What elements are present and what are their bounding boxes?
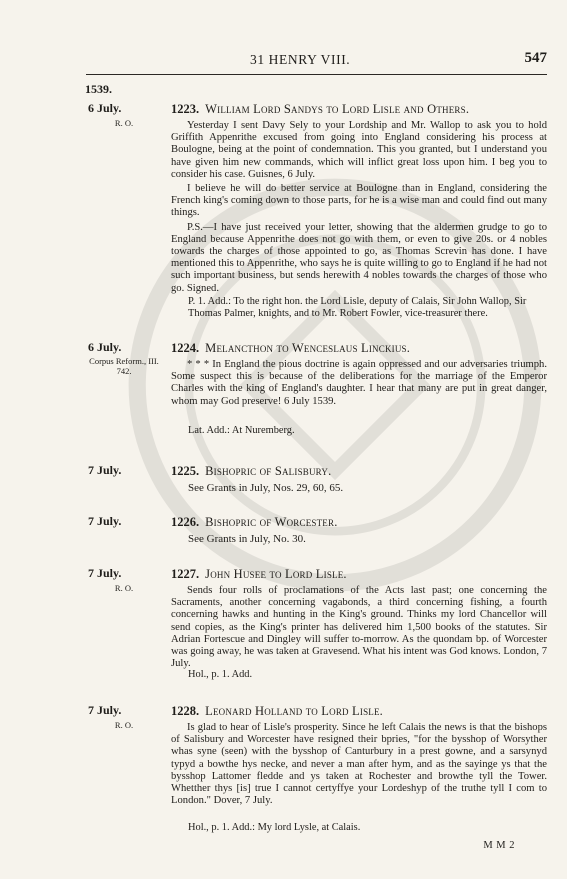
entry-heading — [171, 102, 551, 116]
running-title: 31 HENRY VIII. — [250, 52, 351, 67]
entry-number: 1225. — [171, 464, 200, 478]
entry-number: 1228. — [171, 704, 200, 718]
entry-source: Corpus Reform., III. 742. — [89, 356, 159, 376]
entry-source: R. O. — [114, 118, 134, 128]
entry-address: P. 1. Add.: To the right hon. the Lord Lisle, deputy of Calais, Sir John Wallop, Sir Thomas Palmer, knights, and to Mr. Robert Fowler, vice-treasurer there. — [188, 296, 527, 320]
entry-body — [171, 359, 547, 410]
year: 1539. — [85, 82, 112, 96]
entry-title: Melancthon to Wenceslaus Linckius. — [205, 341, 411, 355]
entry-body — [171, 585, 547, 672]
paragraph: Sends four rolls of proclamations of the Acts last past; one concerning the Sacraments, another concerning vagabonds, a third concerning fishing, a fourth concerning hawks and hunting in the King's ground. Thinks my lord Chancellor will send copies, as the King's printer has delivered him 1,500 books of the statutes. Sir Adrian Fortescue and Dingley will suffer to-morrow. As the quondam bp. of Worcester was going away, he was taken at Gravesend. What his intent was God knows. London, 7 July. — [171, 585, 547, 670]
entry-source: R. O. — [114, 720, 134, 730]
entry-title: Bishopric of Worcester. — [205, 515, 338, 529]
paragraph: Is glad to hear of Lisle's prosperity. Since he left Calais the news is that the bishops of Salisbury and Worcester have resigned their bpries, "for the bysshop of Worsyther whas syne (seen) with the bysshop of Canturbury in a prest gowne, and a sarsynyd typyd a bowthe hys necke, and never a man after hym, and as the sayinge ys that the bysshop Lattomer fledde and ys taken at Rochester and browthe tyll the Tower. Whetther thys [is] true I cannot certyffye your Lordeshyp of the truthe tyll I com to London." Dover, 7 July. — [171, 722, 547, 807]
paragraph: Yesterday I sent Davy Sely to your Lordship and Mr. Wallop to ask you to hold Griffith Appenrithe excused from going into England considering his process at Boulogne, being at the point of condemnation. This you granted, but I understand you have given him new commands, which will inflict great loss upon him. I beg you to consider his case. Guisnes, 6 July. — [171, 120, 547, 180]
entry-number: 1227. — [171, 567, 200, 581]
entry-number: 1224. — [171, 341, 200, 355]
cross-reference: See Grants in July, Nos. 29, 60, 65. — [188, 482, 344, 494]
entry-heading — [171, 341, 551, 355]
entry-title: Leonard Holland to Lord Lisle. — [205, 704, 384, 718]
entry-heading — [171, 704, 551, 718]
entry-heading — [171, 515, 551, 529]
entry-title: William Lord Sandys to Lord Lisle and Others. — [205, 102, 470, 116]
header-rule — [86, 74, 547, 75]
entry-date: 6 July. — [88, 340, 122, 354]
entry-date: 6 July. — [88, 101, 122, 115]
entry-address: Lat. Add.: At Nuremberg. — [188, 425, 295, 436]
running-head — [0, 52, 567, 72]
signature-mark: M M 2 — [483, 840, 515, 851]
entry-address: Hol., p. 1. Add.: My lord Lysle, at Calais. — [188, 822, 361, 833]
cross-reference: See Grants in July, No. 30. — [188, 533, 306, 545]
entry-number: 1226. — [171, 515, 200, 529]
entry-heading — [171, 464, 551, 478]
paragraph: I believe he will do better service at Boulogne than in England, considering the French king's coming down to those parts, for he is a wise man and could find out many things. — [171, 183, 547, 219]
entry-date: 7 July. — [88, 703, 122, 717]
entry-source: R. O. — [114, 583, 134, 593]
entry-address: Hol., p. 1. Add. — [188, 669, 253, 680]
entry-body — [171, 120, 547, 297]
paragraph: * * * In England the pious doctrine is again oppressed and our adversaries triumph. Some suspect this is because of the deliberations for the marriage of the Emperor Charles with the king of England's daughter. I hear that many are put in great danger, whom may God preserve! 6 July 1539. — [171, 359, 547, 407]
entry-number: 1223. — [171, 102, 200, 116]
entry-heading — [171, 567, 551, 581]
entry-date: 7 July. — [88, 463, 122, 477]
entry-date: 7 July. — [88, 566, 122, 580]
page-number: 547 — [524, 50, 547, 66]
entry-title: Bishopric of Salisbury. — [205, 464, 332, 478]
entry-body — [171, 722, 547, 809]
entry-title: John Husee to Lord Lisle. — [205, 567, 347, 581]
paragraph: P.S.—I have just received your letter, showing that the aldermen grudge to go to England because Appenrithe does not go with them, or even to give 20s. or 4 nobles towards the charges of those appointed to go, as Thomas Screvin has done. I have mentioned this to Appenrithe, who says he is quite willing to go to England if he had not such important business, but sends herewith 4 nobles towards the charges of those who go. Signed. — [171, 221, 547, 294]
entry-date: 7 July. — [88, 514, 122, 528]
